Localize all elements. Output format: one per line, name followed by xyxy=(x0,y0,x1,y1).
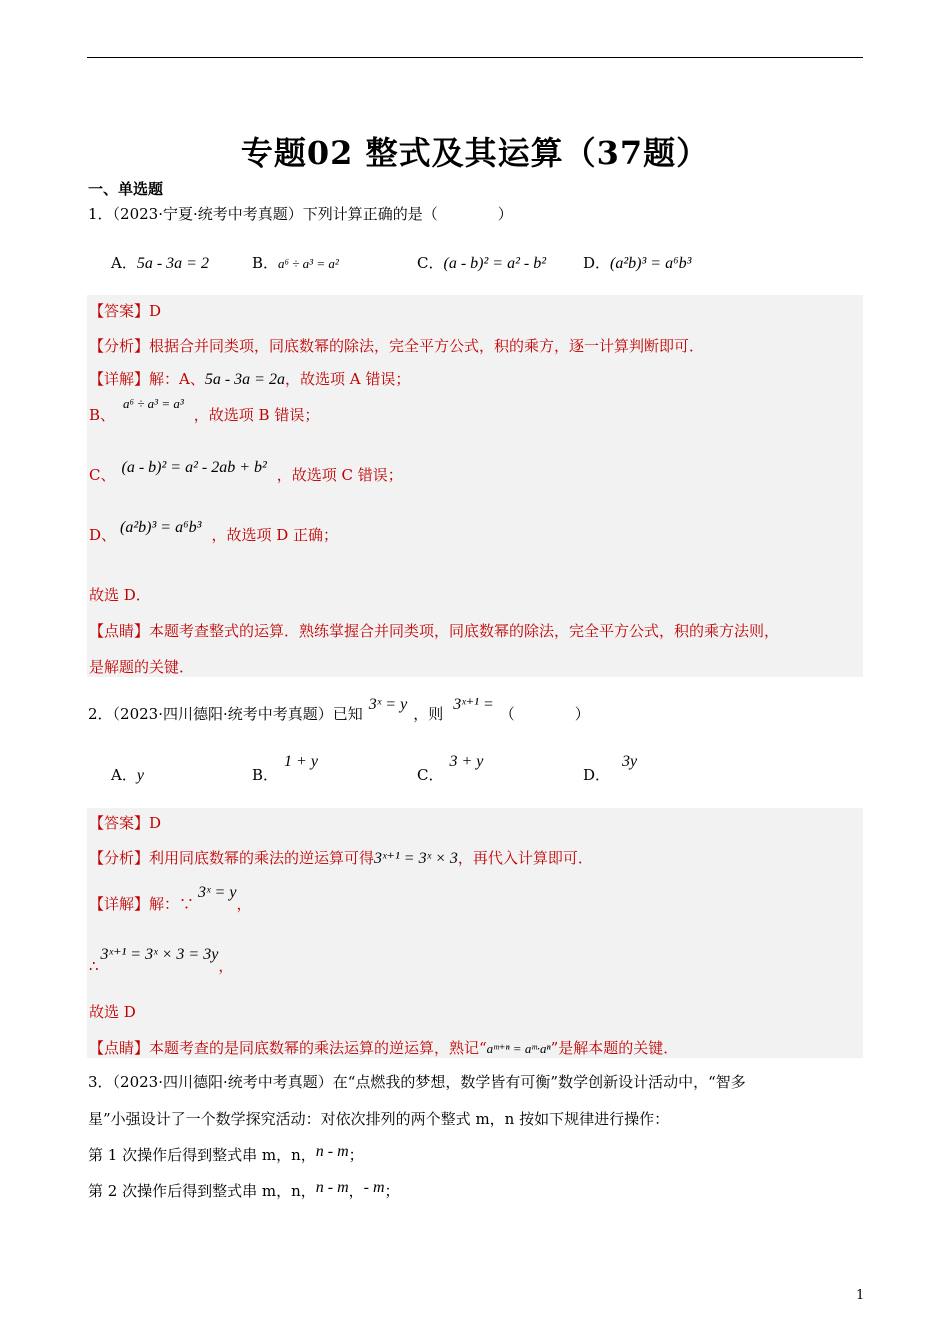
q1-option-b xyxy=(252,252,339,273)
q1-option-a-label: A． xyxy=(111,254,137,272)
page-number: 1 xyxy=(856,1288,865,1303)
q3-line3-text-b: ； xyxy=(348,1146,364,1164)
q2-detail-expr: 3ˣ = y xyxy=(198,884,237,901)
q2-comment-text-b: ”是解本题的关键． xyxy=(550,1039,679,1057)
q1-detail-c-prefix: C、 xyxy=(89,466,116,484)
q1-detail-b-prefix: B、 xyxy=(89,406,116,424)
q2-option-c-label: C． xyxy=(417,766,444,784)
q1-comment-line2: 是解题的关键． xyxy=(89,658,195,676)
q1-detail-a-tail: ，故选项 A 错误； xyxy=(284,370,411,388)
q3-line1: 3．（2023·四川德阳·统考中考真题）在“点燃我的梦想，数学皆有可衡”数学创新设计活动中，“智多 xyxy=(88,1073,746,1091)
q1-detail-b-expr: a⁶ ÷ a³ = a³ xyxy=(123,396,184,411)
q2-stem-text-b: ，则 xyxy=(413,705,444,723)
q2-detail-prefix: 【详解】解：∵ xyxy=(89,895,195,913)
q1-detail-d xyxy=(89,519,339,545)
q1-option-d-label: D． xyxy=(583,254,611,272)
q2-solution-box xyxy=(87,808,863,1058)
q1-detail-d-prefix: D、 xyxy=(89,526,117,544)
q2-comment-text-a: 【点睛】本题考查的是同底数幂的乘法运算的逆运算，熟记“ xyxy=(89,1039,487,1057)
q2-stem-text-a: 2．（2023·四川德阳·统考中考真题）已知 xyxy=(88,705,363,723)
q3-line2: 星”小强设计了一个数学探究活动：对依次排列的两个整式 m，n 按如下规律进行操作： xyxy=(88,1110,670,1128)
q1-answer: 【答案】D xyxy=(89,302,162,320)
q2-option-b-label: B． xyxy=(252,766,279,784)
q1-detail-d-tail: ，故选项 D 正确； xyxy=(211,526,339,544)
q2-option-a-expr: y xyxy=(136,767,144,784)
q2-option-b-expr: 1 + y xyxy=(284,753,318,770)
q1-comment-line1: 【点睛】本题考查整式的运算．熟练掌握合并同类项，同底数幂的除法，完全平方公式，积的乘方法则， xyxy=(89,622,780,640)
q2-answer: 【答案】D xyxy=(89,814,162,832)
q1-option-d xyxy=(583,252,691,273)
q3-line4-text-a: 第 2 次操作后得到整式串 m，n， xyxy=(88,1182,316,1200)
q2-therefore-symbol: ∴ xyxy=(89,957,99,975)
q1-analysis: 【分析】根据合并同类项，同底数幂的除法，完全平方公式，积的乘方，逐一计算判断即可． xyxy=(89,337,705,355)
q2-analysis-text-b: ，再代入计算即可． xyxy=(457,849,593,867)
q2-option-d-expr: 3y xyxy=(622,753,638,770)
q1-detail-prefix: 【详解】解：A、 xyxy=(89,370,205,388)
q2-analysis xyxy=(89,847,593,868)
q3-line4-expr1: n - m xyxy=(315,1179,349,1196)
q1-detail-c-expr: (a - b)² = a² - 2ab + b² xyxy=(121,459,267,476)
q1-detail-b-tail: ，故选项 B 错误； xyxy=(193,406,320,424)
q3-line4-text-mid: ， xyxy=(348,1182,364,1200)
q3-line3-text-a: 第 1 次操作后得到整式串 m，n， xyxy=(88,1146,316,1164)
q3-line4-expr2: - m xyxy=(363,1179,385,1196)
q2-detail xyxy=(89,884,252,914)
q1-option-c xyxy=(417,252,546,273)
q2-analysis-text-a: 【分析】利用同底数幂的乘法的逆运算可得 xyxy=(89,849,375,867)
page-title: 专题02 整式及其运算（37题） xyxy=(240,134,710,172)
q2-stem xyxy=(88,696,590,724)
q2-comment xyxy=(89,1037,678,1058)
q3-line3 xyxy=(88,1144,364,1165)
header-rule xyxy=(87,57,863,58)
q1-option-b-label: B． xyxy=(252,254,279,272)
section-heading: 一、单选题 xyxy=(88,180,164,198)
q1-stem: 1．（2023·宁夏·统考中考真题）下列计算正确的是（ ） xyxy=(88,205,513,223)
q2-detail-tail: ， xyxy=(236,895,252,913)
q3-line3-expr: n - m xyxy=(315,1143,349,1160)
q2-analysis-expr: 3ˣ⁺¹ = 3ˣ × 3 xyxy=(374,850,458,867)
q1-detail-a-expr: 5a - 3a = 2a xyxy=(204,371,285,388)
q2-stem-expr1: 3ˣ = y xyxy=(368,696,408,713)
q2-therefore-expr: 3ˣ⁺¹ = 3ˣ × 3 = 3y xyxy=(100,946,219,963)
q1-option-a-expr: 5a - 3a = 2 xyxy=(136,255,209,272)
q2-option-c-expr: 3 + y xyxy=(449,753,484,770)
q1-option-b-expr: a⁶ ÷ a³ = a² xyxy=(278,256,339,271)
q1-option-c-expr: (a - b)² = a² - b² xyxy=(443,255,546,272)
q2-comment-expr: aᵐ⁺ⁿ = aᵐ·aⁿ xyxy=(486,1041,551,1056)
q2-option-d-label: D． xyxy=(583,766,611,784)
q3-line4 xyxy=(88,1180,400,1201)
q2-option-c xyxy=(417,753,484,785)
q1-detail-b xyxy=(89,396,320,425)
q2-stem-text-c: （ ） xyxy=(499,705,590,723)
q1-option-c-label: C． xyxy=(417,254,444,272)
q1-detail-d-expr: (a²b)³ = a⁶b³ xyxy=(120,519,202,536)
q3-line4-text-b: ； xyxy=(384,1182,400,1200)
q1-detail-c xyxy=(89,459,403,485)
q2-option-a xyxy=(111,764,144,785)
q2-choose: 故选 D xyxy=(89,1003,136,1021)
q2-option-a-label: A． xyxy=(111,766,137,784)
q2-stem-expr2: 3ˣ⁺¹ = xyxy=(453,696,494,713)
q2-option-d xyxy=(583,753,638,785)
q2-option-b xyxy=(252,753,318,785)
q1-option-a xyxy=(111,252,209,273)
q1-detail-c-tail: ，故选项 C 错误； xyxy=(276,466,403,484)
q2-therefore-tail: ， xyxy=(218,957,234,975)
q2-therefore xyxy=(89,946,234,976)
q1-detail-a xyxy=(89,368,410,389)
q1-option-d-expr: (a²b)³ = a⁶b³ xyxy=(610,255,692,272)
q1-choose: 故选 D． xyxy=(89,586,151,604)
